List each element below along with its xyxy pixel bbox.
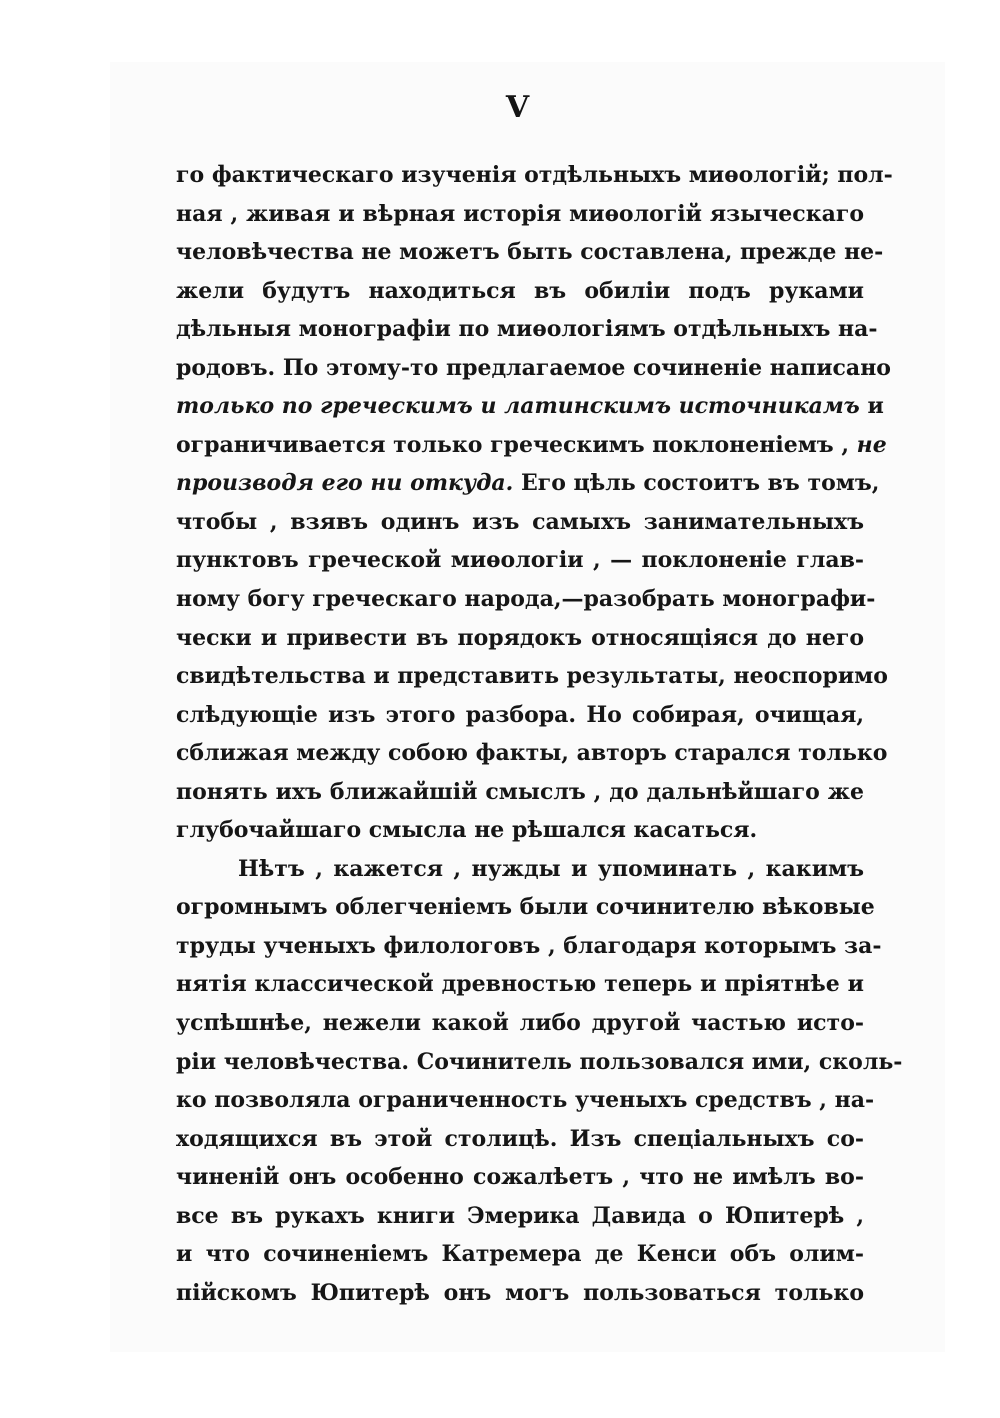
text-line: ріи человѣчества. Сочинитель пользовался ими, сколь- bbox=[176, 1048, 903, 1075]
italic-text: только по греческимъ и латинскимъ источникамъ bbox=[176, 393, 860, 420]
text-line: человѣчества не можетъ быть составлена, прежде не- bbox=[176, 239, 884, 266]
text-line: дѣльныя монографіи по миѳологіямъ отдѣльныхъ на- bbox=[176, 316, 878, 343]
text-line: сближая между собою факты, авторъ старался только bbox=[176, 740, 888, 767]
text-line: пунктовъ греческой миѳологіи , — поклоненіе глав- bbox=[176, 547, 864, 574]
text-line: труды ученыхъ филологовъ , благодаря которымъ за- bbox=[176, 932, 882, 959]
text-line: и что сочиненіемъ Катремера де Кенси объ олим- bbox=[176, 1241, 864, 1268]
text-line: го фактическаго изученія отдѣльныхъ миѳологій; пол- bbox=[176, 162, 893, 188]
page-number: V bbox=[505, 90, 531, 125]
text-line: пійскомъ Юпитерѣ онъ могъ пользоваться только bbox=[176, 1279, 864, 1306]
text-line: чески и привести въ порядокъ относящіяся до него bbox=[176, 624, 864, 651]
text-line: ходящихся въ этой столицѣ. Изъ спеціальныхъ со- bbox=[176, 1125, 864, 1152]
text-fragment: ограничивается только греческимъ поклоненіемъ , bbox=[176, 431, 857, 458]
text-line: свидѣтельства и представить результаты, неоспоримо bbox=[176, 663, 888, 690]
text-line bbox=[176, 387, 884, 426]
text-line: слѣдующіе изъ этого разбора. Но собирая, очищая, bbox=[176, 701, 864, 728]
text-line: все въ рукахъ книги Эмерика Давида о Юпитерѣ , bbox=[176, 1202, 864, 1229]
text-line: нятія классической древностью теперь и пріятнѣе и bbox=[176, 971, 864, 998]
text-fragment: и bbox=[859, 393, 884, 420]
text-line: глубочайшаго смысла не рѣшался касаться. bbox=[176, 817, 758, 844]
text-line: ному богу греческаго народа,—разобрать монографи- bbox=[176, 586, 876, 613]
text-line: успѣшнѣе, нежели какой либо другой частью исто- bbox=[176, 1010, 864, 1037]
paragraph-first-line: Нѣтъ , кажется , нужды и упоминать , какимъ bbox=[238, 855, 864, 882]
text-line: чтобы , взявъ одинъ изъ самыхъ занимательныхъ bbox=[176, 508, 864, 535]
text-line bbox=[176, 464, 880, 503]
italic-text: не bbox=[856, 431, 887, 458]
text-line bbox=[176, 426, 887, 465]
text-line: ная , живая и вѣрная исторія миѳологій языческаго bbox=[176, 200, 864, 227]
text-fragment: Его цѣль состоитъ въ томъ, bbox=[513, 470, 880, 497]
text-line: понять ихъ ближайшій смыслъ , до дальнѣйшаго же bbox=[176, 778, 864, 805]
text-line: ко позволяла ограниченность ученыхъ средствъ , на- bbox=[176, 1087, 875, 1114]
text-line: чиненій онъ особенно сожалѣетъ , что не имѣлъ во- bbox=[176, 1164, 864, 1191]
body-text bbox=[176, 156, 903, 1312]
italic-text: производя его ни откуда. bbox=[176, 470, 514, 497]
text-line: родовъ. По этому-то предлагаемое сочиненіе написано bbox=[176, 354, 891, 381]
text-line: огромнымъ облегченіемъ были сочинителю вѣковые bbox=[176, 894, 875, 921]
text-line: жели будутъ находиться въ обиліи подъ руками bbox=[176, 277, 864, 304]
